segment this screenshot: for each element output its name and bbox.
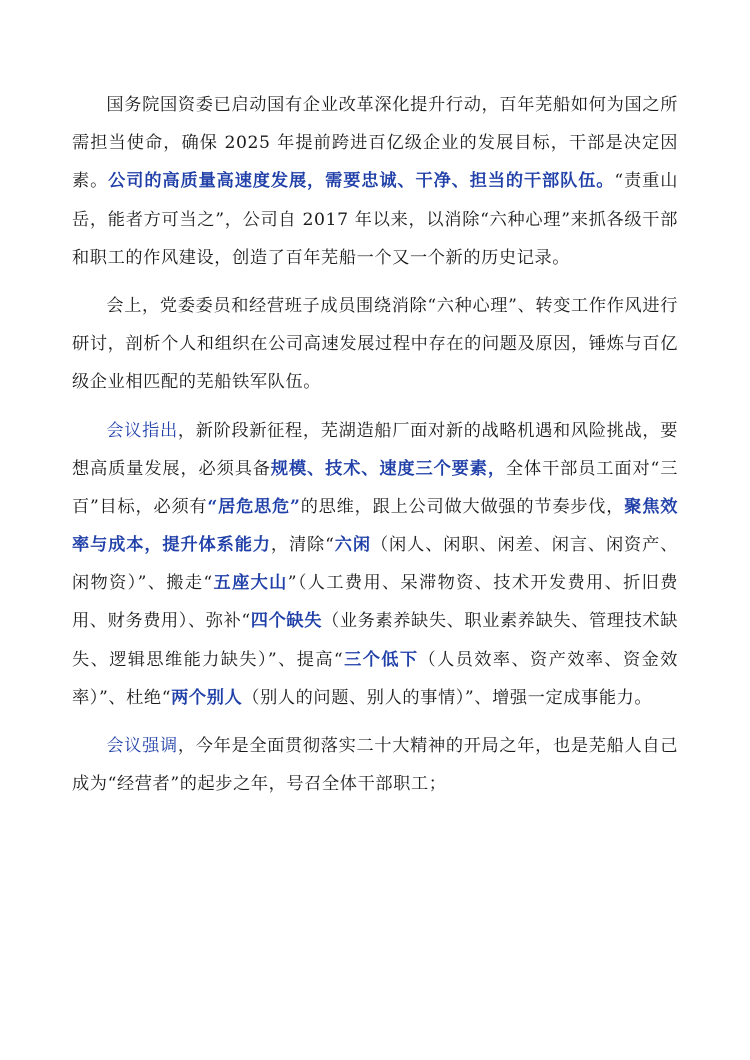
paragraph-para-4 bbox=[72, 727, 678, 803]
paragraph-para-3 bbox=[72, 412, 678, 718]
text-run: 的思维，跟上公司做大做强的节奏步伐， bbox=[300, 496, 625, 517]
emphasis-run: 两个别人 bbox=[171, 687, 243, 708]
paragraph-para-1 bbox=[72, 86, 678, 277]
emphasis-run: 五座大山 bbox=[212, 573, 288, 594]
emphasis-run: “居危思危” bbox=[207, 496, 301, 517]
text-run: （闲人、闲职、闲差、闲言、闲资产、闲物资）”、搬走“ bbox=[72, 535, 679, 594]
text-run: （业务素养缺失、职业素养缺失、管理技术缺失、逻辑思维能力缺失）”、提高“ bbox=[72, 611, 678, 670]
emphasis-run: 公司的高质量高速度发展，需要忠诚、干净、担当的干部队伍。 bbox=[108, 171, 615, 192]
paragraph-para-2 bbox=[72, 287, 678, 402]
text-run: ，新阶段新征程，芜湖造船厂面对新的战略机遇和风险挑战，要想高质量发展，必须具备 bbox=[72, 420, 678, 479]
emphasis-run: 会议指出 bbox=[106, 420, 178, 441]
text-run: 全体干部员工面对“三百”目标，必须有 bbox=[72, 458, 678, 517]
text-run: ，今年是全面贯彻落实二十大精神的开局之年，也是芜船人自己成为“经营者”的起步之年，号召全体干部职工； bbox=[72, 736, 678, 795]
text-run: 会上，党委委员和经营班子成员围绕消除“六种心理”、转变工作作风进行研讨，剖析个人和组织在公司高速发展过程中存在的问题及原因，锤炼与百亿级企业相匹配的芜船铁军队伍。 bbox=[72, 295, 678, 393]
text-run: “责重山岳，能者方可当之”，公司自 2017 年以来，以消除“六种心理”来抓各级干部和职工的作风建设，创造了百年芜船一个又一个新的历史记录。 bbox=[72, 171, 679, 268]
text-run: ，清除“ bbox=[270, 535, 335, 556]
document-body bbox=[72, 86, 678, 803]
emphasis-run: 四个缺失 bbox=[250, 611, 323, 632]
text-run: ”（人工费用、呆滞物资、技术开发费用、折旧费用、财务费用）、弥补“ bbox=[72, 573, 678, 632]
text-run: （人员效率、资产效率、资金效率）”、杜绝“ bbox=[72, 649, 678, 708]
emphasis-run: 三个低下 bbox=[343, 649, 419, 670]
emphasis-run: 六闲 bbox=[334, 535, 371, 556]
emphasis-run: 聚焦效率与成本，提升体系能力 bbox=[72, 496, 679, 556]
text-run: 国务院国资委已启动国有企业改革深化提升行动，百年芜船如何为国之所需担当使命，确保 2025 年提前跨进百亿级企业的发展目标，干部是决定因素。 bbox=[72, 95, 678, 192]
text-run: （别人的问题、别人的事情）”、增强一定成事能力。 bbox=[242, 687, 653, 708]
emphasis-run: 会议强调 bbox=[106, 736, 178, 756]
emphasis-run: 规模、技术、速度三个要素， bbox=[270, 458, 506, 479]
